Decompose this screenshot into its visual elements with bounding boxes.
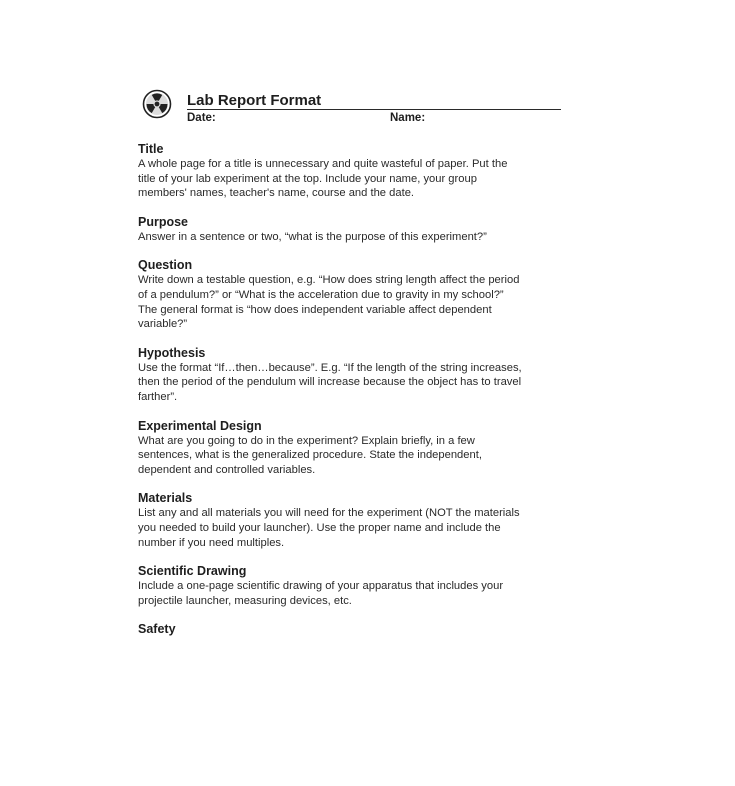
section-heading: Hypothesis — [138, 345, 206, 360]
section-scientific-drawing — [138, 564, 578, 608]
body-line: What are you going to do in the experiment? Explain briefly, in a few — [138, 434, 475, 447]
body-line: projectile launcher, measuring devices, etc. — [138, 594, 352, 607]
body-line: Use the format “If…then…because”. E.g. “If the length of the string increases, — [138, 361, 522, 374]
section-question — [138, 258, 578, 331]
body-line: dependent and controlled variables. — [138, 463, 316, 476]
body-line: farther”. — [138, 390, 178, 403]
section-heading: Safety — [138, 622, 176, 637]
section-heading: Purpose — [138, 214, 189, 229]
body-line: title of your lab experiment at the top. Include your name, your group — [138, 172, 477, 185]
body-line: members' names, teacher's name, course and the date. — [138, 187, 415, 200]
section-experimental-design — [138, 419, 578, 478]
body-line: variable?” — [138, 318, 188, 331]
body-line: sentences, what is the generalized procedure. State the independent, — [138, 449, 482, 462]
section-body — [138, 579, 578, 608]
section-heading: Materials — [138, 491, 193, 506]
name-label: Name: — [390, 112, 426, 124]
section-body — [138, 434, 578, 478]
date-label: Date: — [187, 112, 216, 124]
body-line: Answer in a sentence or two, “what is the purpose of this experiment?” — [138, 230, 487, 243]
section-heading: Title — [138, 142, 164, 156]
body-line: of a pendulum?” or “What is the acceleration due to gravity in my school?” — [138, 288, 504, 301]
section-list — [138, 142, 578, 651]
body-line: then the period of the pendulum will increase because the object has to travel — [138, 376, 522, 389]
section-body — [138, 230, 578, 245]
section-body — [138, 361, 578, 405]
document-header — [142, 86, 572, 126]
body-line: you needed to build your launcher). Use the proper name and include the — [138, 521, 501, 534]
section-heading: Experimental Design — [138, 418, 262, 433]
body-line: List any and all materials you will need for the experiment (NOT the materials — [138, 507, 520, 520]
section-materials — [138, 491, 578, 550]
section-heading: Question — [138, 258, 193, 273]
section-hypothesis — [138, 346, 578, 405]
body-line: A whole page for a title is unnecessary and quite wasteful of paper. Put the — [138, 158, 508, 170]
section-body — [138, 157, 578, 201]
section-title — [138, 142, 578, 201]
radiation-trefoil-icon — [142, 89, 172, 119]
section-body — [138, 506, 578, 550]
section-safety — [138, 622, 578, 637]
section-body — [138, 273, 578, 331]
body-line: number if you need multiples. — [138, 536, 285, 549]
section-heading: Scientific Drawing — [138, 564, 247, 579]
title-underline — [187, 109, 561, 110]
body-line: Write down a testable question, e.g. “How does string length affect the period — [138, 274, 520, 287]
document-title: Lab Report Format — [187, 92, 322, 109]
body-line: Include a one-page scientific drawing of your apparatus that includes your — [138, 580, 504, 593]
body-line: The general format is “how does independent variable affect dependent — [138, 303, 492, 316]
section-purpose — [138, 215, 578, 245]
